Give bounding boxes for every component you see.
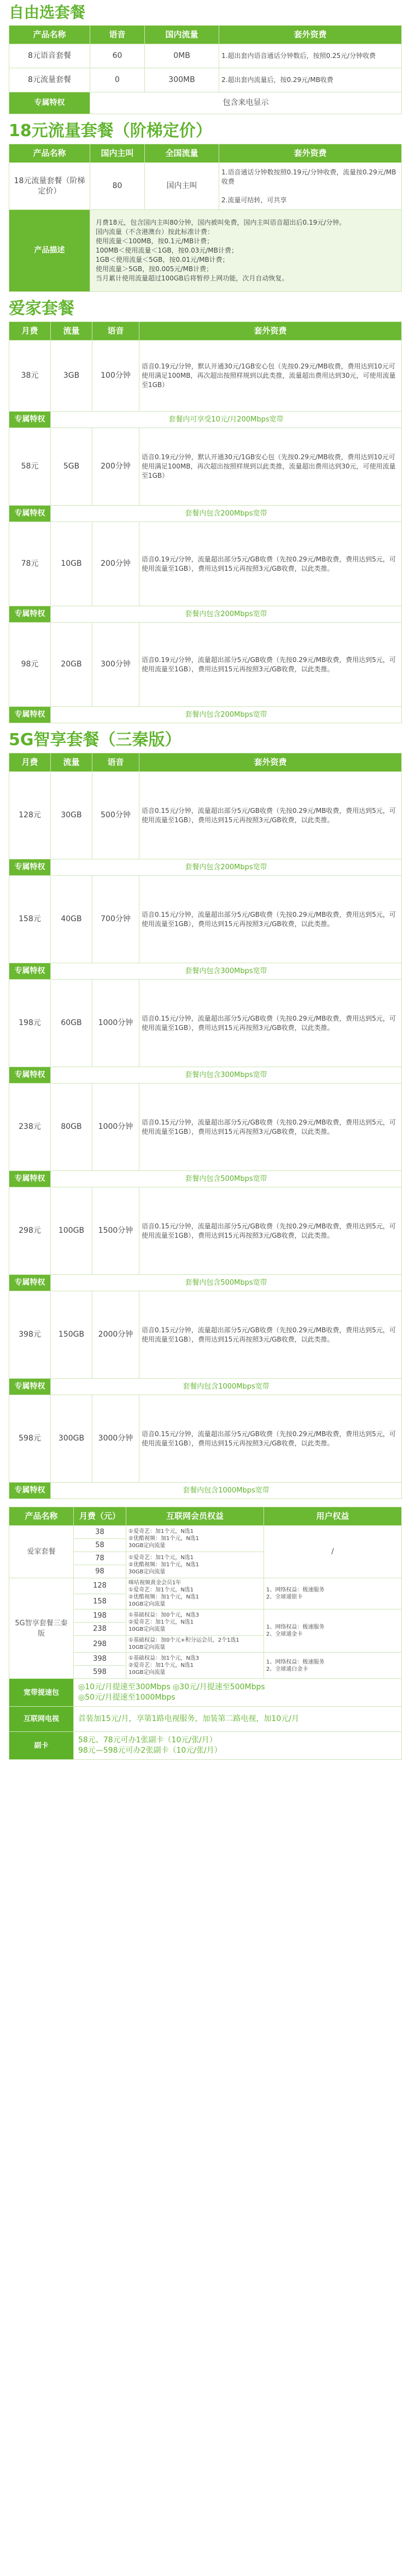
flow: 60GB (51, 980, 92, 1067)
voice: 3000分钟 (92, 1395, 139, 1483)
g5-perk-a: 咪咕视频黄金会员1年 ①爱奇艺：加1个元，N选1 ②优酷视频：加1个元，N选1 10GB定向流量 (126, 1578, 264, 1609)
perk: 套餐内包含200Mbps宽带 (51, 859, 402, 876)
special-label: 专属特权 (9, 963, 51, 980)
special-label: 专属特权 (9, 859, 51, 876)
header-extra: 套外资费 (139, 322, 402, 341)
special-label: 专属特权 (9, 506, 51, 522)
header-flow: 流量 (51, 322, 92, 341)
fee: 598元 (9, 1395, 51, 1483)
voice: 1000分钟 (92, 1084, 139, 1171)
flow: 80GB (51, 1084, 92, 1171)
extra: 语音0.15元/分钟，流量超出部分5元/GB收费（先按0.29元/MB收费，费用达到5元，可使用流量至1GB），费用达到15元再按照3元/GB收费，以此类推。 (139, 1395, 402, 1483)
fee: 38 (74, 1526, 126, 1539)
summary-table (9, 1507, 402, 1760)
header-product: 产品名称 (9, 1507, 74, 1526)
perk: 套餐内包含500Mbps宽带 (51, 1171, 402, 1187)
extra-fee: 1.语音通话分钟数按照0.19元/分钟收费，流量按0.29元/MB收费 2.流量可结转，可共享 (219, 163, 402, 210)
flow: 5GB (51, 428, 92, 506)
header-flow: 国内流量 (145, 26, 219, 44)
header-product: 产品名称 (9, 26, 90, 44)
extra: 语音0.19元/分钟，流量超出部分5元/GB收费（先按0.29元/MB收费，费用达到5元，可使用流量至1GB），费用达到15元再按照3元/GB收费，以此类推。 (139, 623, 402, 707)
special-label: 专属特权 (9, 1275, 51, 1291)
product-name: 18元流量套餐（阶梯定价） (9, 163, 90, 210)
voice: 200分钟 (92, 428, 139, 506)
row-extra: 2.超出套内流量后，按0.29元/MB收费 (219, 68, 402, 92)
g5-perk-c: ①基础权益：加0个元+积分运会员，2个1选1 10GB定向流量 (126, 1636, 264, 1653)
sub-text: 58元、78元可办1张副卡（10元/张/月） 98元—598元可办2张副卡（10元/张/月） (74, 1732, 402, 1760)
extra: 语音0.15元/分钟，流量超出部分5元/GB收费（先按0.29元/MB收费，费用达到5元，可使用流量至1GB），费用达到15元再按照3元/GB收费，以此类推。 (139, 876, 402, 963)
perk: 套餐内包含300Mbps宽带 (51, 963, 402, 980)
flow: 40GB (51, 876, 92, 963)
family-table (9, 321, 402, 723)
family-perk-a: ①爱奇艺：加1个元，N选1 ②优酷视频：加1个元，N选1 30GB定向流量 (126, 1526, 264, 1552)
family-user: / (264, 1526, 402, 1578)
flow-18-table (9, 144, 402, 292)
family-perk-b: ①爱奇艺：加1个元，N选1 ②优酷视频：加1个元，N选1 30GB定向流量 (126, 1552, 264, 1578)
fee: 98元 (9, 623, 51, 707)
fee: 398元 (9, 1291, 51, 1379)
g5-perk-d: ①基础权益：加1个元，N选3 ②爱奇艺：加1个元，N选1 10GB定向流量 (126, 1653, 264, 1679)
fee: 298元 (9, 1187, 51, 1275)
g5-user-a: 1、网络权益：极速服务 2、全球通银卡 (264, 1578, 402, 1609)
special-label: 专属特权 (9, 1379, 51, 1395)
flow: 100GB (51, 1187, 92, 1275)
sub-label: 副卡 (9, 1732, 74, 1760)
fee: 598 (74, 1666, 126, 1679)
perk: 套餐内包含1000Mbps宽带 (51, 1483, 402, 1499)
tv-text: 首装加15元/月，享第1路电视服务，加装第二路电视，加10元/月 (74, 1707, 402, 1732)
section-title-5g: 5G智享套餐（三秦版） (9, 730, 181, 750)
header-member: 互联网会员权益 (126, 1507, 264, 1526)
voice: 300分钟 (92, 623, 139, 707)
perk: 套餐内包含1000Mbps宽带 (51, 1379, 402, 1395)
fee: 128元 (9, 772, 51, 859)
voice: 500分钟 (92, 772, 139, 859)
header-voice: 语音 (90, 26, 145, 44)
fee: 398 (74, 1653, 126, 1666)
header-voice: 语音 (92, 753, 139, 772)
g5-user-c: 1、网络权益：极速服务 2、全球通白金卡 (264, 1653, 402, 1679)
voice: 1500分钟 (92, 1187, 139, 1275)
extra: 语音0.19元/分钟，默认开通30元/1GB安心包（先按0.29元/MB收费，费用达到10元可使用满足100MB，再次超出按照样规到以此类推，流量超出费用达到30元，可使用流量至1GB） (139, 341, 402, 412)
bb-text: ◎10元/月提速至300Mbps ◎30元/月提速至500Mbps ◎50元/月提速至1000Mbps (74, 1679, 402, 1707)
tv-label: 互联网电视 (9, 1707, 74, 1732)
perk: 套餐内可享受10元/月200Mbps宽带 (51, 412, 402, 428)
header-extra: 套外资费 (219, 144, 402, 163)
desc-label: 产品描述 (9, 210, 90, 292)
fee: 78 (74, 1552, 126, 1565)
flow: 300GB (51, 1395, 92, 1483)
header-extra: 套外资费 (219, 26, 402, 44)
row-flow: 300MB (145, 68, 219, 92)
flow: 10GB (51, 522, 92, 606)
fee: 198 (74, 1609, 126, 1623)
fee: 238元 (9, 1084, 51, 1171)
bb-label: 宽带提速包 (9, 1679, 74, 1707)
g5-table (9, 753, 402, 1499)
flow: 20GB (51, 623, 92, 707)
header-user: 用户权益 (264, 1507, 402, 1526)
voice: 1000分钟 (92, 980, 139, 1067)
extra: 语音0.15元/分钟，流量超出部分5元/GB收费（先按0.29元/MB收费，费用达到5元，可使用流量至1GB），费用达到15元再按照3元/GB收费，以此类推。 (139, 772, 402, 859)
free-choice-table (9, 25, 402, 114)
fee: 38元 (9, 341, 51, 412)
header-product: 产品名称 (9, 144, 90, 163)
perk: 套餐内包含200Mbps宽带 (51, 506, 402, 522)
header-flow: 流量 (51, 753, 92, 772)
header-voice: 语音 (92, 322, 139, 341)
perk: 套餐内包含500Mbps宽带 (51, 1275, 402, 1291)
special-label: 专属特权 (9, 1171, 51, 1187)
flow: 30GB (51, 772, 92, 859)
special-label: 专属特权 (9, 1483, 51, 1499)
fee: 58 (74, 1539, 126, 1552)
extra: 语音0.15元/分钟，流量超出部分5元/GB收费（先按0.29元/MB收费，费用达到5元，可使用流量至1GB），费用达到15元再按照3元/GB收费，以此类推。 (139, 1187, 402, 1275)
row-voice: 0 (90, 68, 145, 92)
g5-user-b: 1、网络权益：极速服务 2、全球通金卡 (264, 1609, 402, 1653)
row-flow: 0MB (145, 44, 219, 68)
perk: 套餐内包含300Mbps宽带 (51, 1067, 402, 1084)
header-fee: 月费 (9, 322, 51, 341)
voice: 200分钟 (92, 522, 139, 606)
extra: 语音0.19元/分钟，默认开通30元/1GB安心包（先按0.29元/MB收费，费用达到10元可使用满足100MB，再次超出按照样规到以此类推，流量超出费用达到30元，可使用流量至1GB） (139, 428, 402, 506)
header-fee: 月费（元） (74, 1507, 126, 1526)
extra: 语音0.15元/分钟，流量超出部分5元/GB收费（先按0.29元/MB收费，费用达到5元，可使用流量至1GB），费用达到15元再按照3元/GB收费，以此类推。 (139, 1291, 402, 1379)
row-name: 8元语音套餐 (9, 44, 90, 68)
perk: 套餐内包含200Mbps宽带 (51, 606, 402, 623)
perk: 套餐内包含200Mbps宽带 (51, 707, 402, 723)
extra: 语音0.15元/分钟，流量超出部分5元/GB收费（先按0.29元/MB收费，费用达到5元，可使用流量至1GB），费用达到15元再按照3元/GB收费，以此类推。 (139, 980, 402, 1067)
section-title-18-flow: 18元流量套餐（阶梯定价） (9, 121, 212, 140)
fee: 158 (74, 1594, 126, 1609)
special-label: 专属特权 (9, 412, 51, 428)
fee: 98 (74, 1565, 126, 1578)
g5-perk-b: ①基础权益：加0个元，N选3 ②爱奇艺：加1个元，N选1 10GB定向流量 (126, 1609, 264, 1636)
header-extra: 套外资费 (139, 753, 402, 772)
row-name: 8元流量套餐 (9, 68, 90, 92)
voice: 2000分钟 (92, 1291, 139, 1379)
special-value: 包含来电显示 (90, 92, 402, 114)
flow-value: 国内主叫 (145, 163, 219, 210)
fee: 158元 (9, 876, 51, 963)
fee: 128 (74, 1578, 126, 1594)
section-title-family: 爱家套餐 (9, 299, 74, 318)
row-extra: 1.超出套内语音通话分钟数后，按照0.25元/分钟收费 (219, 44, 402, 68)
flow: 3GB (51, 341, 92, 412)
voice: 700分钟 (92, 876, 139, 963)
special-label: 专属特权 (9, 707, 51, 723)
family-label: 爱家套餐 (9, 1526, 74, 1578)
header-flow: 全国流量 (145, 144, 219, 163)
flow: 150GB (51, 1291, 92, 1379)
row-voice: 60 (90, 44, 145, 68)
special-label: 专属特权 (9, 92, 90, 114)
header-call: 国内主叫 (90, 144, 145, 163)
extra: 语音0.19元/分钟，流量超出部分5元/GB收费（先按0.29元/MB收费，费用达到5元，可使用流量至1GB），费用达到15元再按照3元/GB收费，以此类推。 (139, 522, 402, 606)
call-minutes: 80 (90, 163, 145, 210)
extra: 语音0.15元/分钟，流量超出部分5元/GB收费（先按0.29元/MB收费，费用达到5元，可使用流量至1GB），费用达到15元再按照3元/GB收费，以此类推。 (139, 1084, 402, 1171)
fee: 58元 (9, 428, 51, 506)
special-label: 专属特权 (9, 606, 51, 623)
fee: 298 (74, 1636, 126, 1653)
voice: 100分钟 (92, 341, 139, 412)
fee: 198元 (9, 980, 51, 1067)
fee: 238 (74, 1623, 126, 1636)
section-title-free-choice: 自由选套餐 (9, 3, 86, 21)
g5-label: 5G智享套餐三秦版 (9, 1578, 74, 1679)
header-fee: 月费 (9, 753, 51, 772)
desc-text: 月费18元，包含国内主叫80分钟，国内被叫免费，国内主叫语音超出后0.19元/分钟。 国内流量（不含港澳台）按此标准计费： 使用流量＜100MB，按0.1元/MB计费； 100MB＜使用流量＜1GB，按0.03元/MB计费； 1GB＜使用流量＜5GB，按0.01元/MB计费； 使用流量＞5GB，按0.005元/MB计费； 当月累计使用流量超过100GB后将暂停上网功能，次月自动恢复。 (90, 210, 402, 292)
fee: 78元 (9, 522, 51, 606)
special-label: 专属特权 (9, 1067, 51, 1084)
